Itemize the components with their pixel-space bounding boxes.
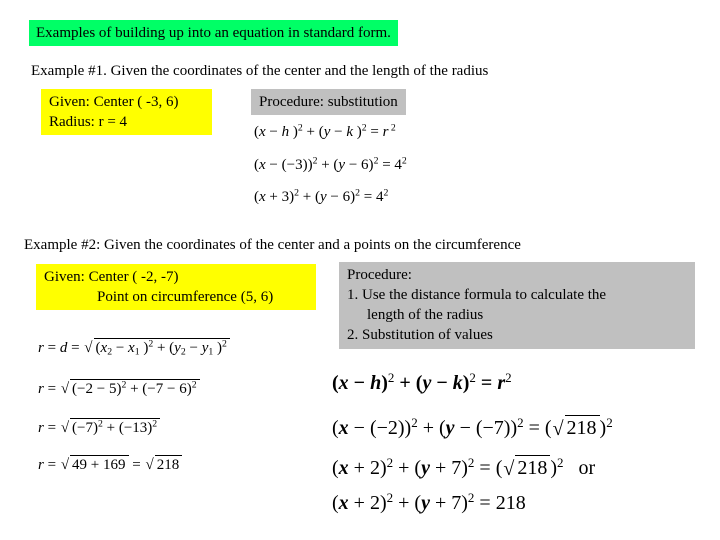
example1-given-radius: Radius: r = 4 xyxy=(49,114,128,130)
distance-formula: r = d = √ ($x_2 - x_1$ )$^2 + (y_2 - y_1$ )$^2$ xyxy=(38,338,230,357)
sqrt-icon: √ xyxy=(145,457,154,474)
page-title xyxy=(29,20,398,46)
example2-equation-final: $(x + 2)^2 + (y + 7)^2 = 218$ xyxy=(332,489,526,514)
example2-equation-simplified: $(x + 2)^2 + (y + 7)^2$ = (√ 218 )$^2$ or xyxy=(332,454,596,480)
example2-procedure-step1: 1. Use the distance formula to calculate the xyxy=(347,287,607,303)
radius-substitution: r = √ $(-2 - 5)^2 + (-7 - 6)^2$ xyxy=(38,379,200,398)
example2-procedure-box xyxy=(339,262,695,349)
example2-given-center: Given: Center ( -2, -7) xyxy=(44,269,179,285)
example2-procedure-step1-cont: length of the radius xyxy=(367,307,484,323)
sqrt-icon: √ xyxy=(60,381,70,398)
example1-procedure-text: Procedure: substitution xyxy=(259,94,398,110)
sqrt-icon: √ xyxy=(84,340,93,357)
radius-differences: r = √ $(-7)^2 + (-13)^2$ xyxy=(38,418,160,437)
example1-heading: Example #1. Given the coordinates of the center and the length of the radius xyxy=(31,63,489,79)
page-title-text: Examples of building up into an equation in standard form. xyxy=(36,25,391,41)
sqrt-icon: √ xyxy=(60,457,70,474)
sqrt-icon: √ xyxy=(503,457,515,480)
sqrt-icon: √ xyxy=(552,417,564,440)
example2-given-point: Point on circumference (5, 6) xyxy=(97,289,274,305)
example1-procedure-label xyxy=(251,89,406,115)
or-word: or xyxy=(578,457,596,479)
example1-equation-substituted: $(x - (-3))^2 + (y - 6)^2 = 4^2$ xyxy=(254,155,407,173)
example2-procedure-step2: 2. Substitution of values xyxy=(347,327,493,343)
example2-equation-standard: $(x - h)^2 + (y - k)^2 = r^2$ xyxy=(332,369,512,394)
sqrt-icon: √ xyxy=(60,420,70,437)
example2-given-box xyxy=(36,264,316,310)
example1-given-box xyxy=(41,89,212,135)
radius-result: r = √ 49 + 169 = √ 218 xyxy=(38,455,182,474)
example1-equation-final: $(x + 3)^2 + (y - 6)^2 = 4^2$ xyxy=(254,187,389,205)
example2-procedure-title: Procedure: xyxy=(347,267,412,283)
example2-equation-substituted: $(x - (-2))^2 + (y - (-7))^2$ = (√ 218 )$^2$ xyxy=(332,414,613,440)
example1-equation-standard: (x − h )$^2$ + (y − k )$^2$ = r $^2$ xyxy=(254,122,396,140)
example1-given-center: Given: Center ( -3, 6) xyxy=(49,94,179,110)
example2-heading: Example #2: Given the coordinates of the center and a points on the circumference xyxy=(24,237,521,253)
